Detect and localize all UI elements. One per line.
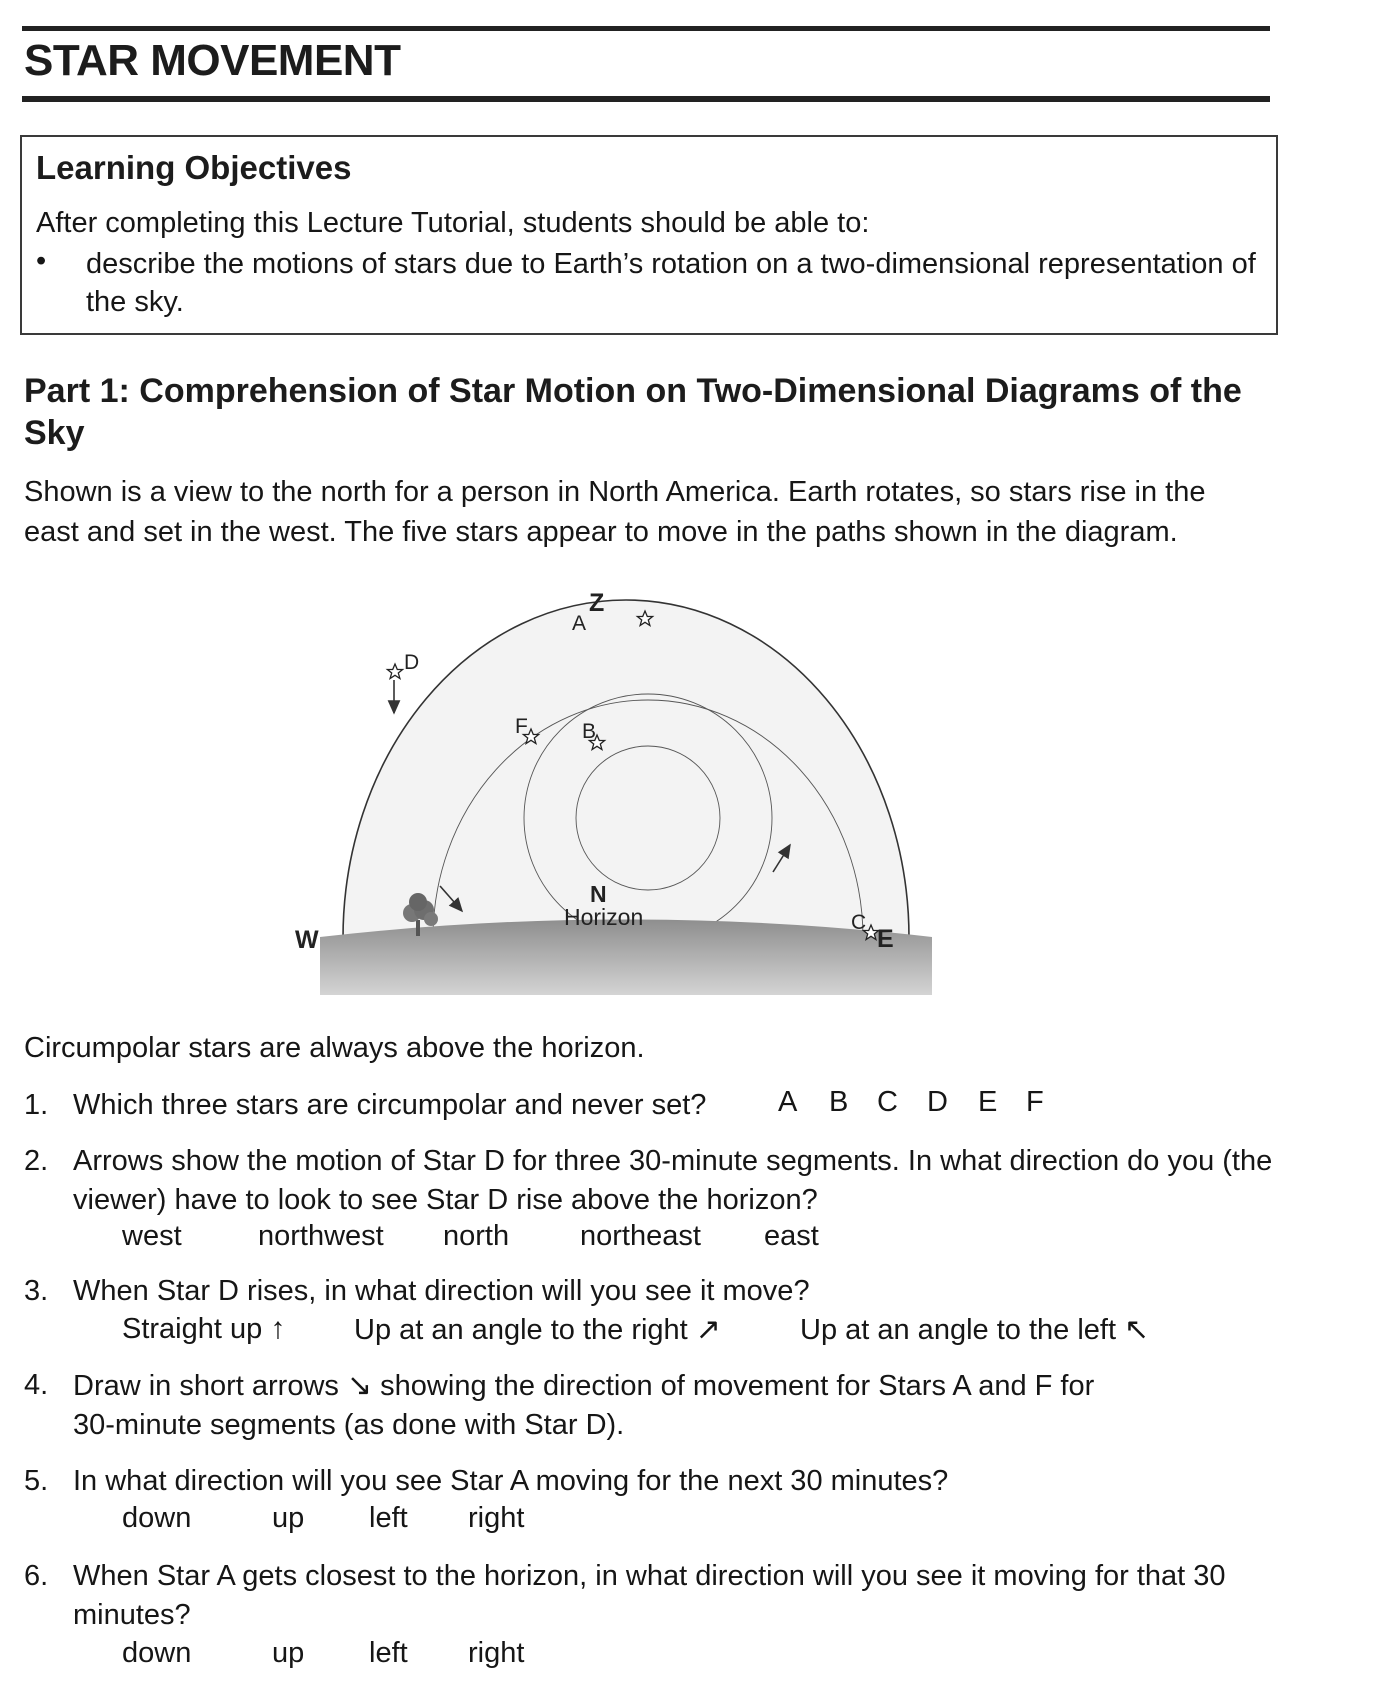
star-a-label: A: [572, 612, 587, 635]
question-text: Which three stars are circumpolar and never set?: [73, 1089, 707, 1121]
learning-objectives-box: [20, 135, 1278, 335]
sky-diagram: [295, 580, 980, 1000]
part1-intro: Shown is a view to the north for a person in North America. Earth rotates, so stars rise in the east and set in the west. The five stars appear to move in the paths shown in the diagram.: [24, 476, 1206, 548]
page-title: STAR MOVEMENT: [24, 36, 401, 85]
option-right[interactable]: right: [468, 1637, 525, 1669]
option-down[interactable]: down: [122, 1502, 192, 1534]
option-d[interactable]: D: [927, 1086, 948, 1118]
objectives-intro: After completing this Lecture Tutorial, students should be able to:: [36, 207, 870, 239]
option-straight-up[interactable]: [122, 1312, 285, 1346]
west-label: W: [295, 926, 319, 954]
option-east[interactable]: east: [764, 1220, 819, 1252]
question-4: [24, 1366, 1274, 1446]
arrow-down-right-icon: ↘: [346, 1369, 373, 1402]
option-right[interactable]: right: [468, 1502, 525, 1534]
option-left[interactable]: left: [369, 1637, 408, 1669]
option-label: Straight up: [122, 1313, 263, 1345]
option-up-left[interactable]: [800, 1312, 1149, 1347]
zenith-label: Z: [589, 589, 605, 617]
star-d: [387, 664, 402, 679]
question-6: [24, 1557, 1274, 1637]
question-text: When Star A gets closest to the horizon, in what direction will you see it moving for that 30 minutes?: [73, 1560, 1226, 1631]
question-text: In what direction will you see Star A moving for the next 30 minutes?: [73, 1465, 949, 1497]
circumpolar-note: Circumpolar stars are always above the horizon.: [24, 1032, 645, 1064]
option-northeast[interactable]: northeast: [580, 1220, 701, 1252]
question-5: [24, 1462, 1274, 1502]
east-label: E: [877, 925, 894, 953]
option-e[interactable]: E: [978, 1086, 998, 1118]
option-northwest[interactable]: northwest: [258, 1220, 384, 1252]
question-text: [73, 1366, 1273, 1445]
part1-title: Part 1: Comprehension of Star Motion on Two-Dimensional Diagrams of the Sky: [24, 372, 1242, 452]
option-c[interactable]: C: [877, 1086, 898, 1118]
arrow-up-icon: ↑: [270, 1312, 286, 1345]
arrow-up-left-icon: ↖: [1124, 1313, 1150, 1346]
arrow-up-right-icon: ↗: [695, 1313, 721, 1346]
sky-dome: [343, 600, 909, 938]
option-up[interactable]: up: [272, 1502, 305, 1534]
star-f-label: F: [515, 715, 528, 738]
option-west[interactable]: west: [122, 1220, 182, 1252]
question-1: [24, 1086, 1274, 1126]
question-number: 3.: [24, 1275, 49, 1307]
question-number: 4.: [24, 1369, 49, 1401]
option-up[interactable]: up: [272, 1637, 305, 1669]
option-label: Up at an angle to the left: [800, 1314, 1116, 1346]
question-number: 6.: [24, 1560, 49, 1592]
question-number: 5.: [24, 1465, 49, 1497]
question-text-part: 30-minute segments (as done with Star D).: [73, 1409, 625, 1441]
objectives-heading: Learning Objectives: [36, 149, 352, 186]
horizon-label: Horizon: [564, 904, 644, 930]
question-number: 1.: [24, 1089, 49, 1121]
star-d-label: D: [404, 651, 420, 674]
objectives-bullet: describe the motions of stars due to Earth’s rotation on a two-dimensional representation of the sky.: [86, 248, 1256, 318]
question-3: [24, 1272, 1274, 1312]
option-north[interactable]: north: [443, 1220, 510, 1252]
option-b[interactable]: B: [829, 1086, 849, 1118]
question-text-part: showing the direction of movement for Stars A and F for: [380, 1370, 1095, 1402]
question-text: When Star D rises, in what direction will you see it move?: [73, 1275, 810, 1307]
sky-diagram-svg: [295, 580, 980, 1000]
option-label: Up at an angle to the right: [354, 1314, 688, 1346]
star-b-label: B: [582, 720, 597, 743]
north-label: N: [590, 881, 607, 907]
ground: [320, 920, 932, 996]
title-top-rule: [22, 26, 1270, 31]
option-left[interactable]: left: [369, 1502, 408, 1534]
option-f[interactable]: F: [1026, 1086, 1044, 1118]
question-text: Arrows show the motion of Star D for three 30-minute segments. In what direction do you (the viewer) have to look to see Star D rise above the horizon?: [73, 1145, 1273, 1216]
question-2: [24, 1142, 1274, 1222]
star-c-label: C: [851, 911, 867, 934]
question-number: 2.: [24, 1145, 49, 1177]
title-bottom-rule: [22, 96, 1270, 102]
option-up-right[interactable]: [354, 1312, 721, 1347]
option-a[interactable]: A: [778, 1086, 798, 1118]
bullet-icon: •: [36, 245, 47, 277]
question-text-part: Draw in short arrows: [73, 1370, 339, 1402]
option-down[interactable]: down: [122, 1637, 192, 1669]
